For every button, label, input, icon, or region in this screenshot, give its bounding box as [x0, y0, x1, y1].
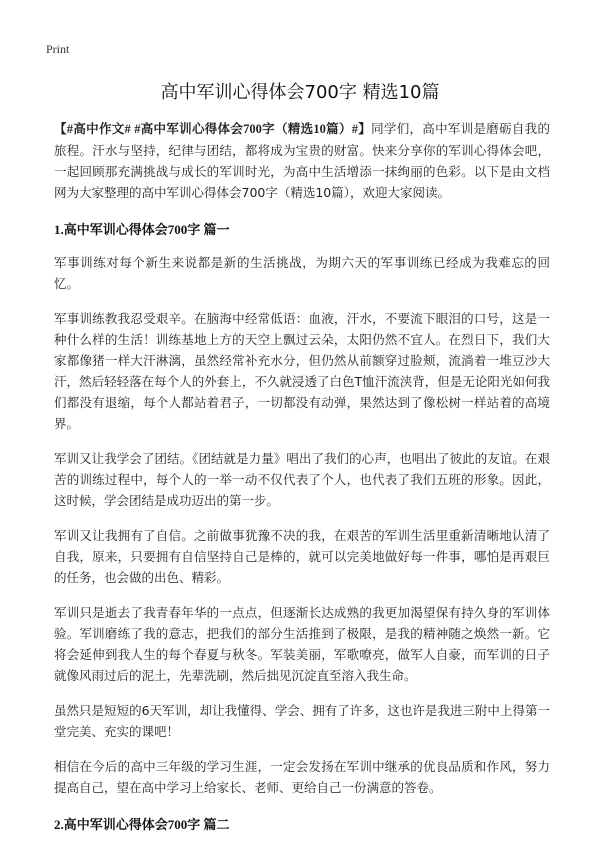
section-heading: 1.高中军训心得体会700字 篇一 — [54, 222, 230, 237]
paragraph: 军训又让我学会了团结。《团结就是力量》唱出了我们的心声，也唱出了彼此的友谊。在艰苦的训练过程中，每个人的一举一动不仅代表了个人，也代表了我们五班的形象。因此，这时候，学会团结是成功迈出的第一步。 — [54, 451, 550, 508]
section-heading: 2.高中军训心得体会700字 篇二 — [54, 817, 230, 832]
article-tag: 【#高中作文# #高中军训心得体会700字（精选10篇）#】 — [54, 122, 372, 136]
page-title: 高中军训心得体会700字 精选10篇 — [160, 82, 440, 103]
print-link[interactable]: Print — [46, 42, 70, 56]
paragraph: 相信在今后的高中三年级的学习生涯，一定会发扬在军训中继承的优良品质和作风，努力提高自己，望在高中学习上给家长、老师、更给自己一份满意的答卷。 — [54, 759, 550, 795]
paragraph: 军事训练教我忍受艰辛。在脑海中经常低语：血液，汗水，不要流下眼泪的口号，这是一种什么样的生活！训练基地上方的天空上飘过云朵，太阳仍然不宜人。在烈日下，我们大家都像猪一样大汗淋漓，虽然经常补充水分，但仍然从前额穿过脸颊，流淌着一堆豆沙大汗，然后轻轻落在每个人的外套上，不久就浸透了白色T恤汗流浃背，但是无论阳光如何我们都没有退缩，每个人都站着君子，一切都没有动弹，果然达到了像松树一样站着的高境界。 — [54, 311, 550, 431]
intro-paragraph — [54, 118, 550, 203]
paragraph: 军训又让我拥有了自信。之前做事犹豫不决的我，在艰苦的军训生活里重新清晰地认清了自我，原来，只要拥有自信坚持自己是棒的，就可以完美地做好每一件事，哪怕是再艰巨的任务，也会做的出色、精彩。 — [54, 528, 550, 585]
intro-text: 同学们，高中军训是磨砺自我的旅程。汗水与坚持，纪律与团结，都将成为宝贵的财富。快来分享你的军训心得体会吧，一起回顾那充满挑战与成长的军训时光，为高中生活增添一抹绚丽的色彩。以下是由文档网为大家整理的高中军训心得体会700字（精选10篇），欢迎大家阅读。 — [54, 121, 550, 200]
article-body — [54, 118, 550, 847]
paragraph: 虽然只是短短的6天军训，却让我懂得、学会、拥有了许多，这也许是我进三附中上得第一堂完美、充实的课吧！ — [54, 703, 550, 739]
paragraph: 军事训练对每个新生来说都是新的生活挑战，为期六天的军事训练已经成为我难忘的回忆。 — [54, 255, 550, 291]
paragraph: 军训只是逝去了我青春年华的一点点，但逐渐长达成熟的我更加渴望保有持久身的军训体验。军训磨练了我的意志，把我们的部分生活推到了极限，是我的精神随之焕然一新。它将会延伸到我人生的每个春夏与秋冬。军装美丽，军歌嘹亮，做军人自豪，而军训的日子就像风雨过后的泥土，先辈洗刷，然后拙见沉淀直至溶入我生命。 — [54, 605, 550, 683]
